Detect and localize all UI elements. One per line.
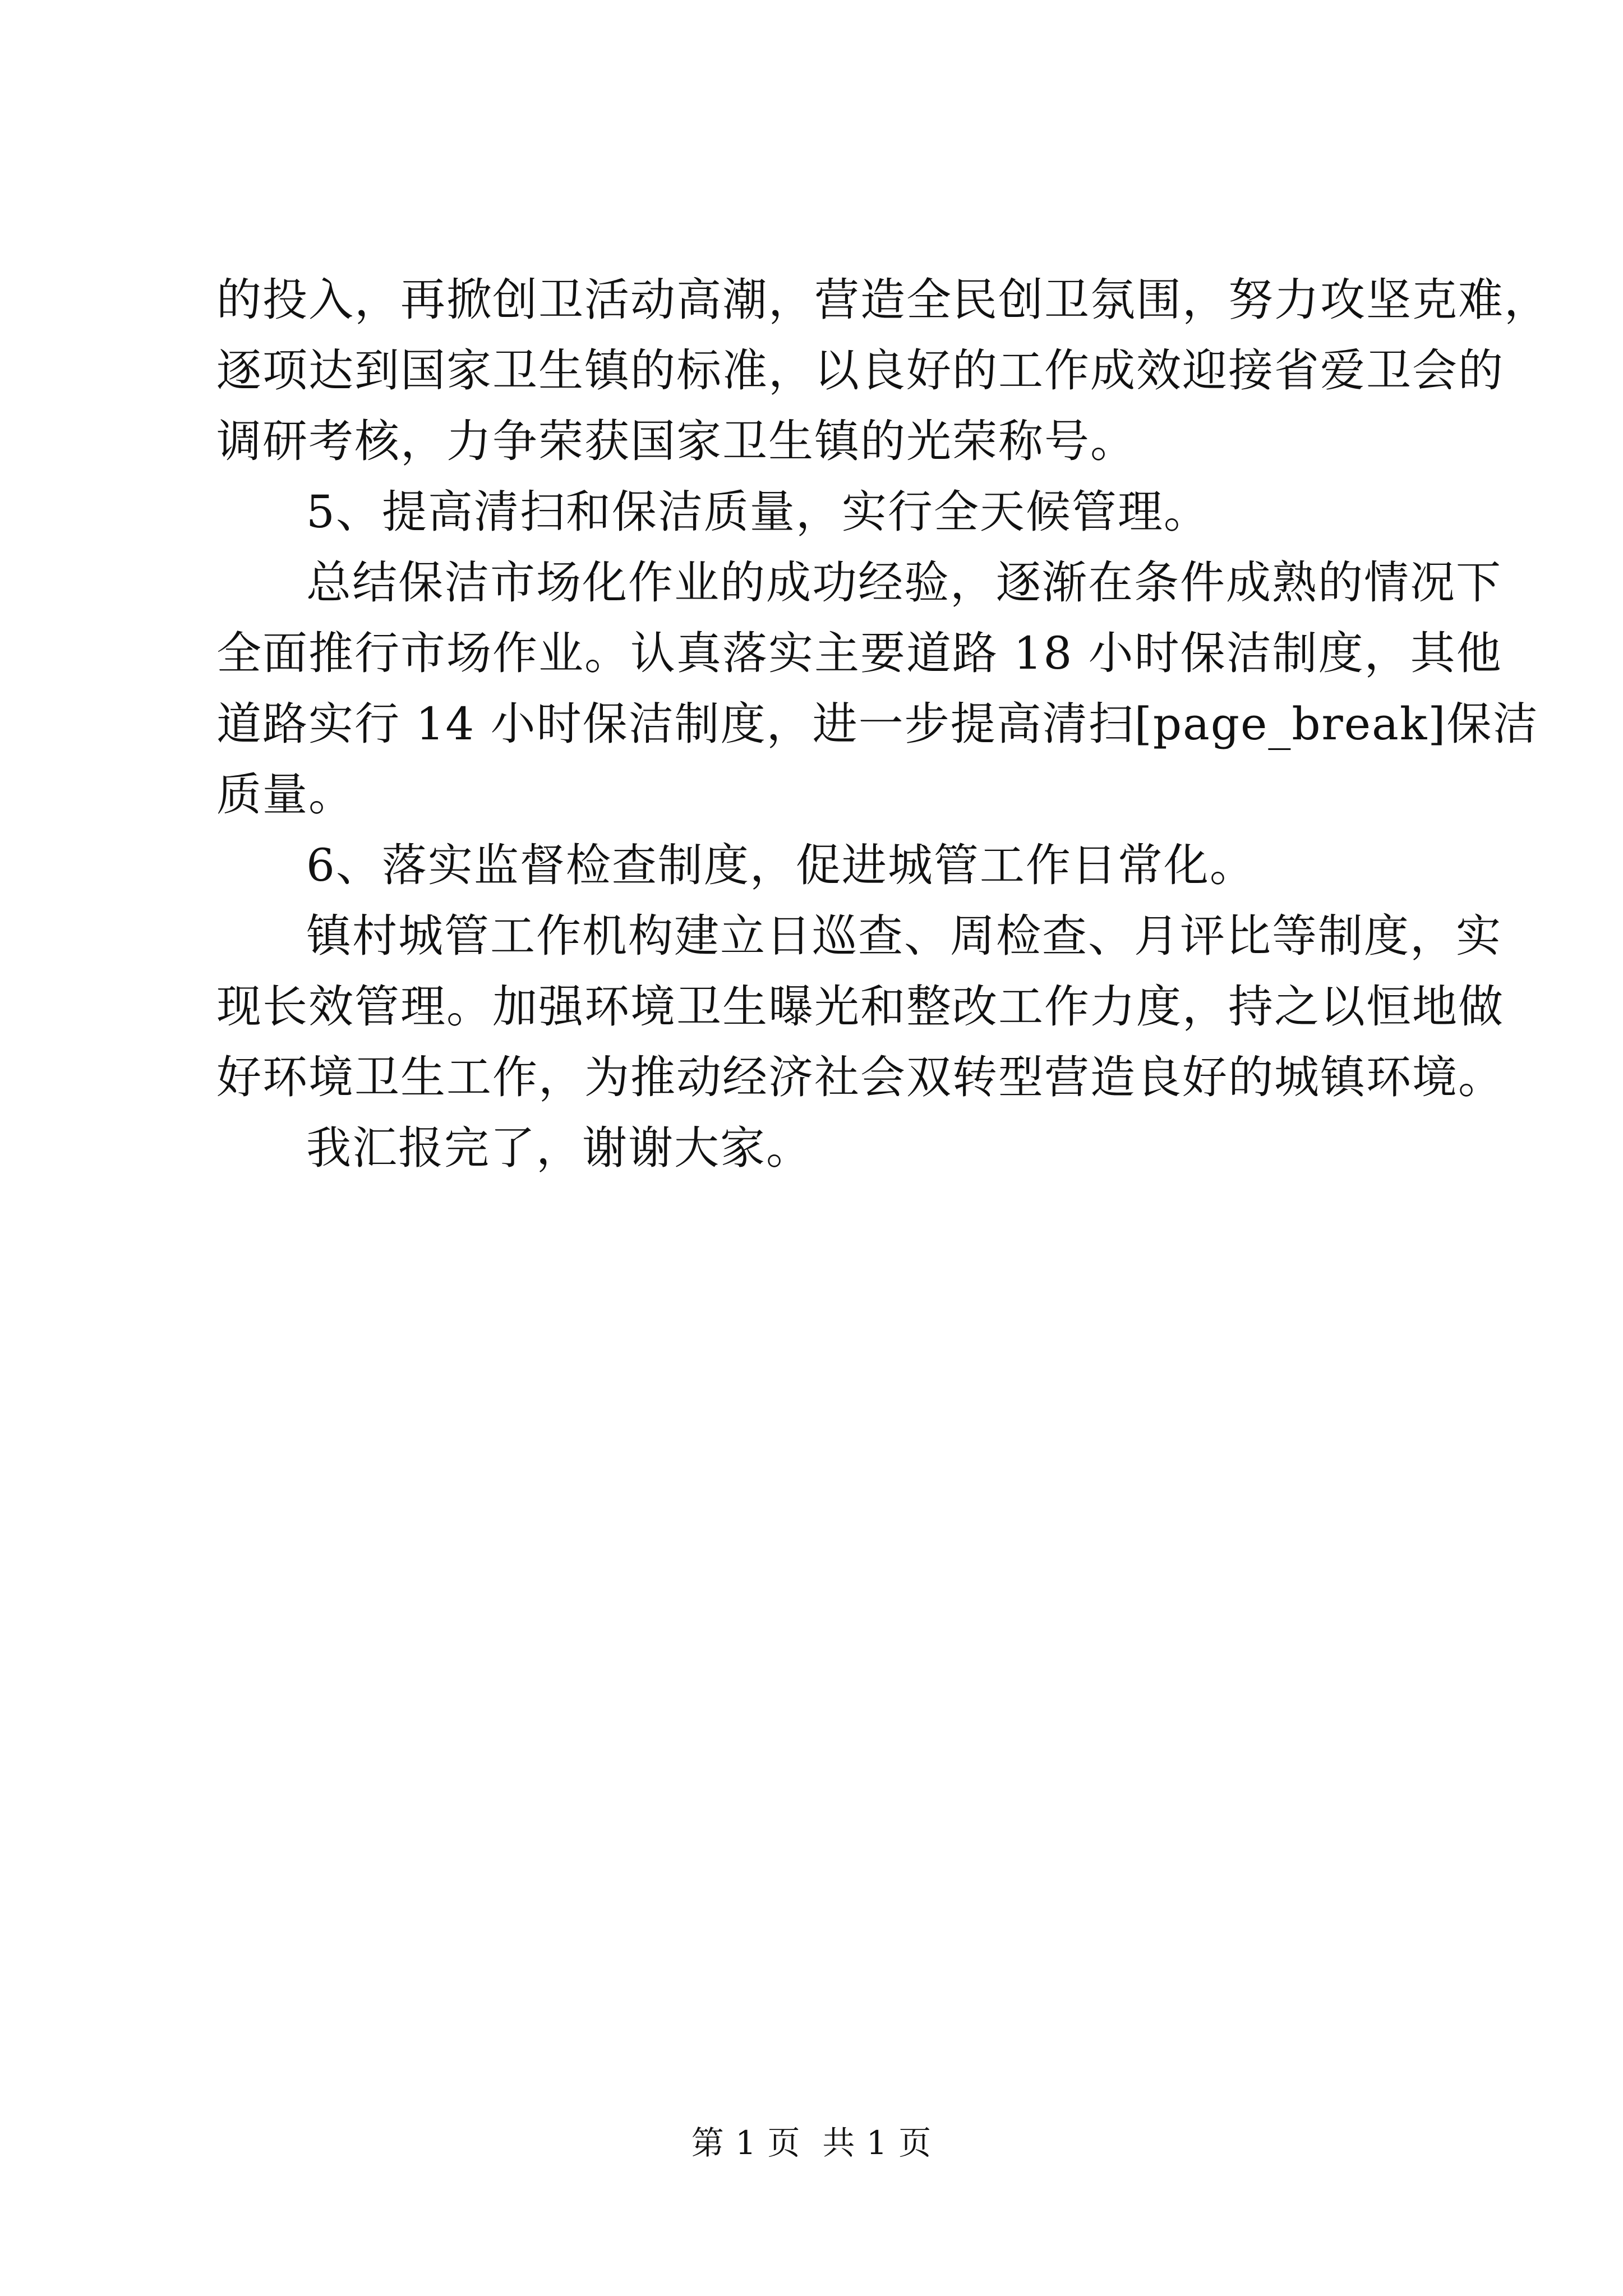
closing-line: 我汇报完了，谢谢大家。 <box>306 1122 812 1174</box>
body-line-3: 调研考核，力争荣获国家卫生镇的光荣称号。 <box>216 415 1136 467</box>
page-number-footer: 第 1 页 共 1 页 <box>691 2124 932 2162</box>
document-body <box>216 265 1550 1184</box>
body-line-8: 质量。 <box>216 769 354 821</box>
body-line-7: 道路实行 14 小时保洁制度，进一步提高清扫[page_break]保洁 <box>216 698 1539 750</box>
body-line-6: 全面推行市场作业。认真落实主要道路 18 小时保洁制度，其他 <box>216 627 1502 679</box>
body-line-11: 现长效管理。加强环境卫生曝光和整改工作力度，持之以恒地做 <box>216 981 1504 1033</box>
body-line-12: 好环境卫生工作，为推动经济社会双转型营造良好的城镇环境。 <box>216 1051 1504 1103</box>
body-line-1: 的投入，再掀创卫活动高潮，营造全民创卫氛围，努力攻坚克难， <box>216 274 1550 326</box>
section-heading-6: 6、落实监督检查制度，促进城管工作日常化。 <box>306 839 1256 891</box>
section-heading-5: 5、提高清扫和保洁质量，实行全天候管理。 <box>306 486 1210 538</box>
body-line-5: 总结保洁市场化作业的成功经验，逐渐在条件成熟的情况下 <box>306 556 1502 609</box>
body-line-2: 逐项达到国家卫生镇的标准，以良好的工作成效迎接省爱卫会的 <box>216 344 1504 397</box>
body-line-10: 镇村城管工作机构建立日巡查、周检查、月评比等制度，实 <box>306 910 1502 962</box>
